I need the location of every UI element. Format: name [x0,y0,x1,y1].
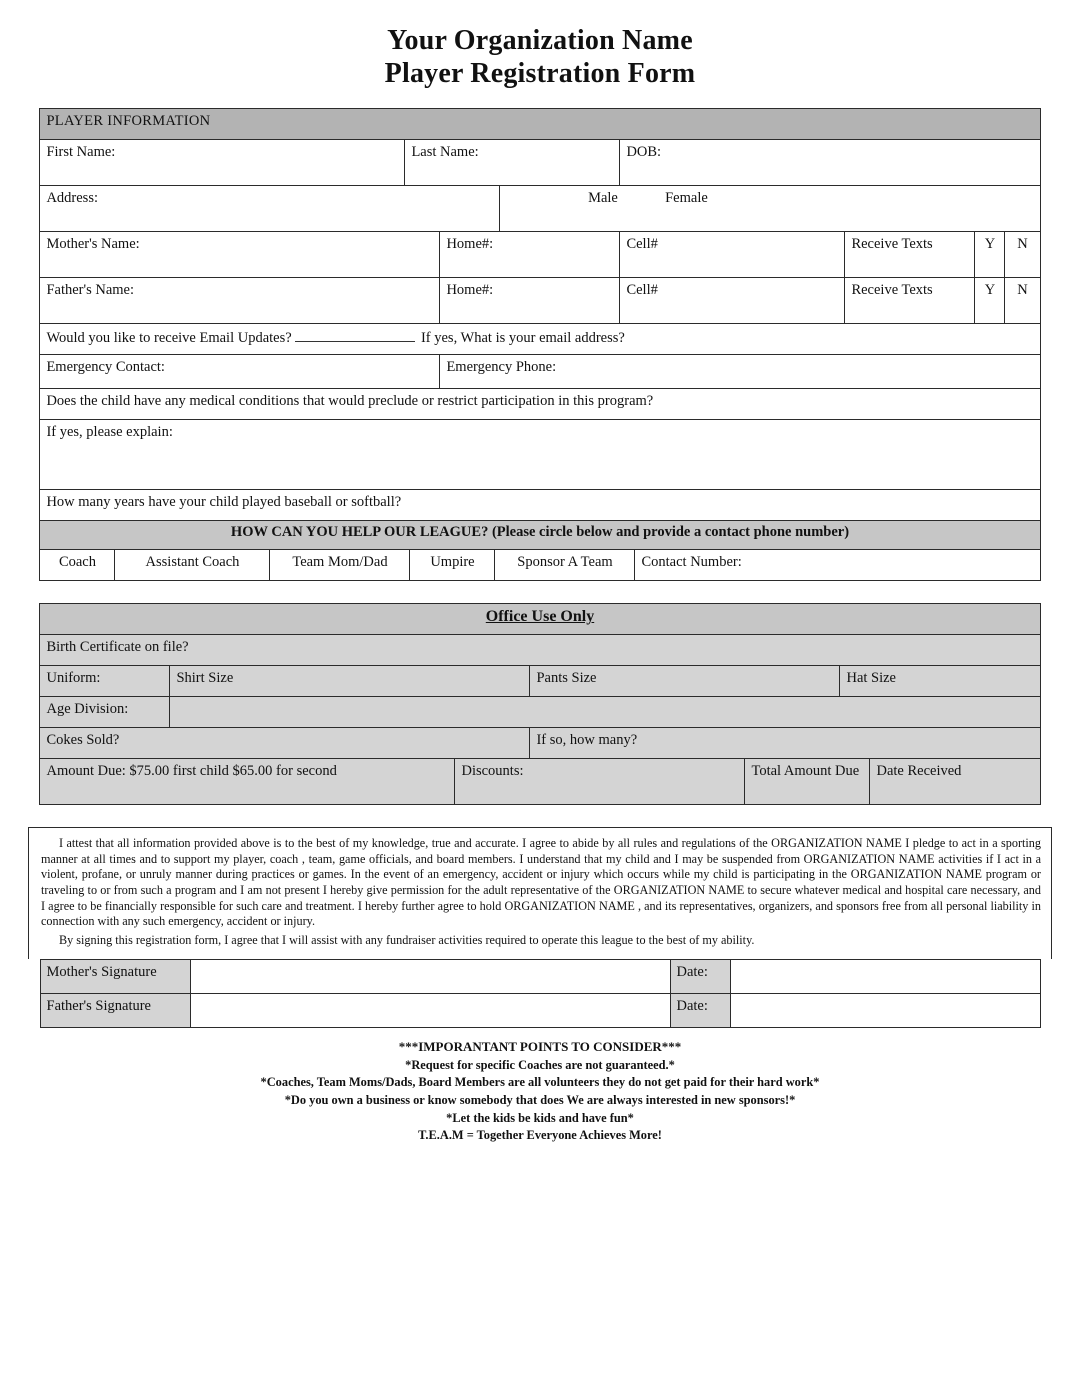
address-label: Address: [46,190,98,207]
total-amount-due-field[interactable] [745,759,870,805]
discounts-field[interactable] [455,759,745,805]
uniform-label: Uniform: [40,666,170,697]
address-field[interactable] [40,186,500,232]
father-signature-label: Father's Signature [40,994,190,1028]
shirt-size-label: Shirt Size [176,670,234,687]
attestation-paragraph-1: I attest that all information provided above is to the best of my knowledge, true and accurate. I agree to abide by all rules and regulations of the ORGANIZATION NAME I pledge to act in a sporting manner at all times and to support my player, coach , team, game officials, and board members. I understand that my child and I may be suspended from ORGANIZATION NAME activities if I act in a violent, profane, or unruly manner during practices or games. In the event of an emergency, accident or injury which occurs while my child is participating in the ORGANIZATION NAME program or traveling to or from such a program and I am not present I hereby give permission for the adult representative of the ORGANIZATION NAME to secure whatever medical and hospital care necessary, and I agree to be financially responsible for such care and treatment. I hereby further agree to hold ORGANIZATION NAME , and its representatives, organizers, and sponsors free from all personal liability in connection with any such emergency, accident or injury. [41,836,1041,929]
email-updates-label: Would you like to receive Email Updates? [46,330,292,347]
emergency-contact-label: Emergency Contact: [46,359,165,376]
footer-line-1: ***IMPORANTANT POINTS TO CONSIDER*** [398,1039,682,1055]
player-information-table [39,108,1040,521]
mother-date-field[interactable] [730,960,1040,994]
amount-due-label: Amount Due: $75.00 first child $65.00 for second [46,763,337,780]
footer-line-4: *Do you own a business or know somebody that does We are always interested in new sponsors!* [284,1093,796,1107]
emergency-phone-field[interactable] [440,355,1040,389]
birth-certificate-row[interactable] [40,635,1040,666]
help-option-umpire[interactable]: Umpire [410,550,495,581]
father-cell-field[interactable] [620,278,845,324]
birth-certificate-label: Birth Certificate on file? [46,639,189,656]
years-played-row[interactable]: How many years have your child played baseball or softball? [40,490,1040,521]
help-option-assistant-coach[interactable]: Assistant Coach [115,550,270,581]
cokes-sold-label: Cokes Sold? [46,732,120,749]
email-address-label: If yes, What is your email address? [420,330,625,347]
help-contact-number-label: Contact Number: [641,554,742,571]
attestation-text [28,827,1052,959]
hat-size-field[interactable] [840,666,1040,697]
help-option-sponsor-a-team[interactable]: Sponsor A Team [495,550,635,581]
emergency-contact-field[interactable] [40,355,440,389]
father-name-field[interactable] [40,278,440,324]
section-spacer-2 [24,805,1056,827]
footer-line-2: *Request for specific Coaches are not guaranteed.* [405,1057,675,1072]
footer-line-3: *Coaches, Team Moms/Dads, Board Members are all volunteers they do not get paid for their hard work* [260,1075,820,1090]
father-home-label: Home#: [446,282,494,299]
mother-signature-field[interactable] [190,960,670,994]
attestation-paragraph-2: By signing this registration form, I agree that I will assist with any fundraiser activities required to operate this league to the best of my ability. [59,932,755,947]
mother-date-label: Date: [670,960,730,994]
mother-home-field[interactable] [440,232,620,278]
help-option-team-mom-dad[interactable]: Team Mom/Dad [270,550,410,581]
pants-size-label: Pants Size [536,670,597,687]
cokes-how-many-label: If so, how many? [536,732,638,749]
date-received-label: Date Received [876,763,962,780]
office-use-table [39,603,1040,805]
footer-notes [40,1038,1040,1145]
mother-cell-field[interactable] [620,232,845,278]
medical-explain-label: If yes, please explain: [46,424,173,441]
total-amount-due-label: Total Amount Due [751,763,860,780]
last-name-field[interactable] [405,140,620,186]
email-updates-row[interactable] [40,324,1040,355]
medical-question-row: Does the child have any medical conditions that would preclude or restrict participation in this program? [40,389,1040,420]
male-option[interactable]: Male [588,190,618,207]
last-name-label: Last Name: [411,144,479,161]
first-name-label: First Name: [46,144,116,161]
mother-name-field[interactable] [40,232,440,278]
footer-line-5: *Let the kids be kids and have fun* [446,1110,634,1125]
mother-signature-label: Mother's Signature [40,960,190,994]
father-name-label: Father's Name: [46,282,135,299]
email-updates-blank[interactable] [295,328,415,342]
date-received-field[interactable] [870,759,1040,805]
medical-explain-field[interactable] [40,420,1040,490]
emergency-phone-label: Emergency Phone: [446,359,557,376]
dob-field[interactable] [620,140,1040,186]
mother-receive-texts-label: Receive Texts [845,232,975,278]
pants-size-field[interactable] [530,666,840,697]
shirt-size-field[interactable] [170,666,530,697]
father-signature-field[interactable] [190,994,670,1028]
female-option[interactable]: Female [665,190,708,207]
mother-receive-texts-yes[interactable]: Y [975,232,1005,278]
gender-field[interactable] [500,186,1040,232]
mother-name-label: Mother's Name: [46,236,140,253]
mother-home-label: Home#: [446,236,494,253]
amount-due-field [40,759,455,805]
mother-receive-texts-no[interactable]: N [1005,232,1040,278]
title-line-2: Player Registration Form [384,58,696,90]
father-home-field[interactable] [440,278,620,324]
cokes-how-many-field[interactable] [530,728,1040,759]
help-league-table [39,520,1040,581]
help-contact-number-field[interactable] [635,550,1040,581]
section-spacer [24,581,1056,603]
title-line-1: Your Organization Name [387,25,693,56]
dob-label: DOB: [626,144,662,161]
page-title [24,24,1056,90]
age-division-label: Age Division: [40,697,170,728]
father-receive-texts-yes[interactable]: Y [975,278,1005,324]
mother-cell-label: Cell# [626,236,658,253]
cokes-sold-field[interactable] [40,728,530,759]
help-option-coach[interactable]: Coach [40,550,115,581]
age-division-field[interactable] [170,697,1040,728]
footer-line-6: T.E.A.M = Together Everyone Achieves More! [418,1128,662,1143]
player-information-header: PLAYER INFORMATION [40,109,1040,140]
father-receive-texts-label: Receive Texts [845,278,975,324]
hat-size-label: Hat Size [846,670,896,687]
father-cell-label: Cell# [626,282,658,299]
signature-table [40,959,1041,1028]
father-date-field[interactable] [730,994,1040,1028]
discounts-label: Discounts: [461,763,524,780]
father-date-label: Date: [670,994,730,1028]
father-receive-texts-no[interactable]: N [1005,278,1040,324]
office-use-header: Office Use Only [40,604,1040,635]
help-league-header: HOW CAN YOU HELP OUR LEAGUE? (Please circle below and provide a contact phone number) [40,521,1040,550]
first-name-field[interactable] [40,140,405,186]
